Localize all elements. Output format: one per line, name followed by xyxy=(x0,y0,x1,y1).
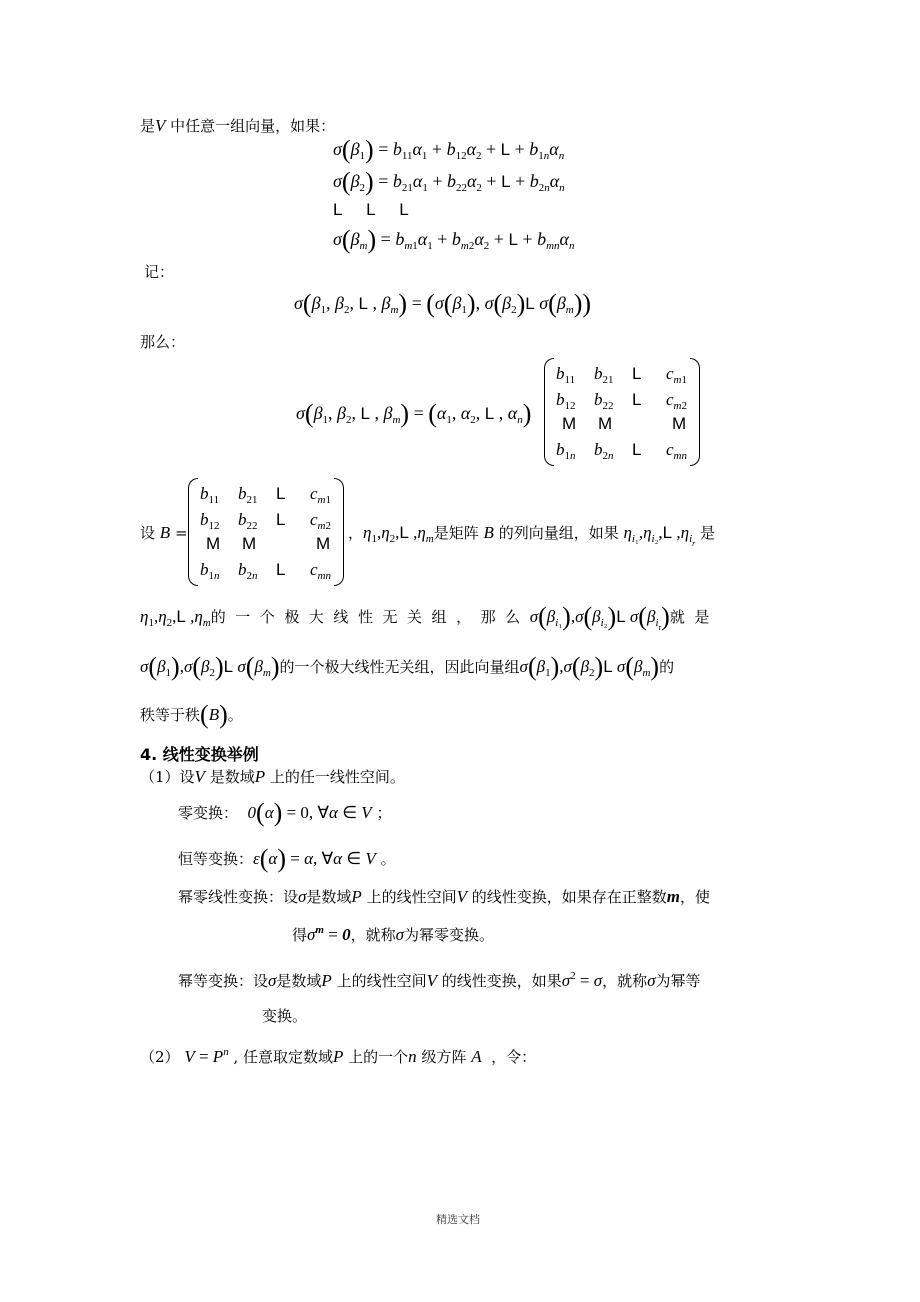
item-1: （1）设V 是数域P 上的任一线性空间。 xyxy=(140,767,405,786)
matrix-cell: L xyxy=(276,560,286,579)
matrix-cell: M xyxy=(562,414,577,433)
matrix-b xyxy=(188,478,344,586)
nilpotent-line-1: 幂零线性变换：设σ是数域P 上的线性空间V 的线性变换，如果存在正整数m，使 xyxy=(178,887,711,906)
matrix-cell: $c_{mn}$ xyxy=(666,440,687,462)
label-ji: 记： xyxy=(144,263,175,281)
matrix-cell: $b_{1n}$ xyxy=(200,560,220,582)
matrix-cell: $b_{21}$ xyxy=(594,364,614,386)
nilpotent-line-2: 得$\sigma^m = 0$，就称σ为幂零变换。 xyxy=(292,924,494,944)
matrix-cell: M xyxy=(672,414,687,433)
matrix-cell: L xyxy=(276,484,286,503)
matrix-cell: $b_{12}$ xyxy=(556,390,576,412)
section-title: 4. 线性变换举例 xyxy=(140,745,259,764)
matrix-cell: $b_{11}$ xyxy=(200,484,220,506)
label-name: 那么： xyxy=(140,333,186,351)
right-bracket xyxy=(334,478,344,586)
equation-row-m: $\sigma(\beta_m) = b_{m1}\alpha_1 + b_{m2}\alpha_2 + L + b_{mn}\alpha_n$ xyxy=(333,225,575,254)
item-2: （2） $V = P^n$ , 任意取定数域P 上的一个n 级方阵 A ，令： xyxy=(140,1046,537,1066)
matrix-cell: $c_{mn}$ xyxy=(310,560,331,582)
matrix-cell: $b_{2n}$ xyxy=(594,440,614,462)
matrix-cell: $b_{11}$ xyxy=(556,364,576,386)
paragraph-line-2: $\sigma(\beta_1),\sigma(\beta_2)L$ $\sigma(\beta_m)$的一个极大线性无关组，因此向量组$\sigma(\beta_1),\sigma(\beta_2)L$ $\sigma(\beta_m)$的 xyxy=(140,652,675,681)
set-b-prefix: 设 B = xyxy=(140,523,188,542)
left-bracket xyxy=(544,358,554,466)
matrix-cell: $c_{m2}$ xyxy=(666,390,687,412)
matrix-cell: $b_{2n}$ xyxy=(238,560,258,582)
identity-transform: 恒等变换：ε(α) = α, ∀α ∈ V 。 xyxy=(178,844,396,873)
notation-equation: $\sigma(\beta_1$, $\beta_2$, L , $\beta_m) = (\sigma(\beta_1)$, $\sigma(\beta_2)L$ $\sigma(\beta_m)$) xyxy=(294,289,592,318)
zero-transform: 零变换： 0(α) = 0, ∀α ∈ V ； xyxy=(178,798,392,827)
page-footer: 精选文档 xyxy=(436,1213,480,1226)
matrix-cell: $c_{m1}$ xyxy=(666,364,687,386)
right-bracket xyxy=(690,358,700,466)
matrix-cell: $b_{1n}$ xyxy=(556,440,576,462)
paragraph-line-1: $\eta_1,\eta_2,L$ $,\eta_m$的 一 个 极 大 线 性 无 关 组 ， 那 么 $\sigma(\beta_{i_1}),\sigma(\beta_{i_2})L$ $\sigma(\beta_{i_r})$就 是 xyxy=(140,602,710,632)
idempotent-line-2: 变换。 xyxy=(262,1007,308,1025)
matrix-cell: M xyxy=(206,534,221,553)
matrix-cell: M xyxy=(316,534,331,553)
matrix-cell: $b_{21}$ xyxy=(238,484,258,506)
matrix-cell: L xyxy=(276,510,286,529)
matrix-cell: $b_{22}$ xyxy=(238,510,258,532)
paragraph-line-3: 秩等于秩(B)。 xyxy=(140,700,243,729)
equation-row-2: $\sigma(\beta_2) = b_{21}\alpha_1 + b_{22}\alpha_2 + L + b_{2n}\alpha_n$ xyxy=(333,167,565,196)
equation-row-ellipsis: L L L xyxy=(333,200,409,219)
matrix-cell: $b_{12}$ xyxy=(200,510,220,532)
matrix-cell: L xyxy=(632,440,642,459)
intro-line: 是V 中任意一组向量，如果： xyxy=(140,116,336,135)
matrix-cell: $c_{m1}$ xyxy=(310,484,331,506)
matrix-equation-lhs: $\sigma(\beta_1$, $\beta_2$, L , $\beta_m) = (\alpha_1$, $\alpha_2$, L , $\alpha_n$) xyxy=(296,399,532,428)
set-b-suffix: ，$\eta_1,\eta_2,L$ $,\eta_m$是矩阵 B 的列向量组，如果 $\eta_{i_1},\eta_{i_2},L$ $,\eta_{i_r}$ 是 xyxy=(348,523,716,548)
idempotent-line-1: 幂等变换：设σ是数域P 上的线性空间V 的线性变换，如果$\sigma^2 = \sigma$，就称σ为幂等 xyxy=(178,970,701,990)
ellipsis-glyph: L xyxy=(333,200,343,219)
matrix-cell: L xyxy=(632,364,642,383)
coefficient-matrix xyxy=(544,358,700,466)
matrix-cell: M xyxy=(598,414,613,433)
matrix-cell: $b_{22}$ xyxy=(594,390,614,412)
left-bracket xyxy=(188,478,198,586)
equation-row-1: $\sigma(\beta_1) = b_{11}\alpha_1 + b_{12}\alpha_2 + L + b_{1n}\alpha_n$ xyxy=(333,135,565,164)
matrix-cell: $c_{m2}$ xyxy=(310,510,331,532)
matrix-cell: L xyxy=(632,390,642,409)
matrix-cell: M xyxy=(242,534,257,553)
